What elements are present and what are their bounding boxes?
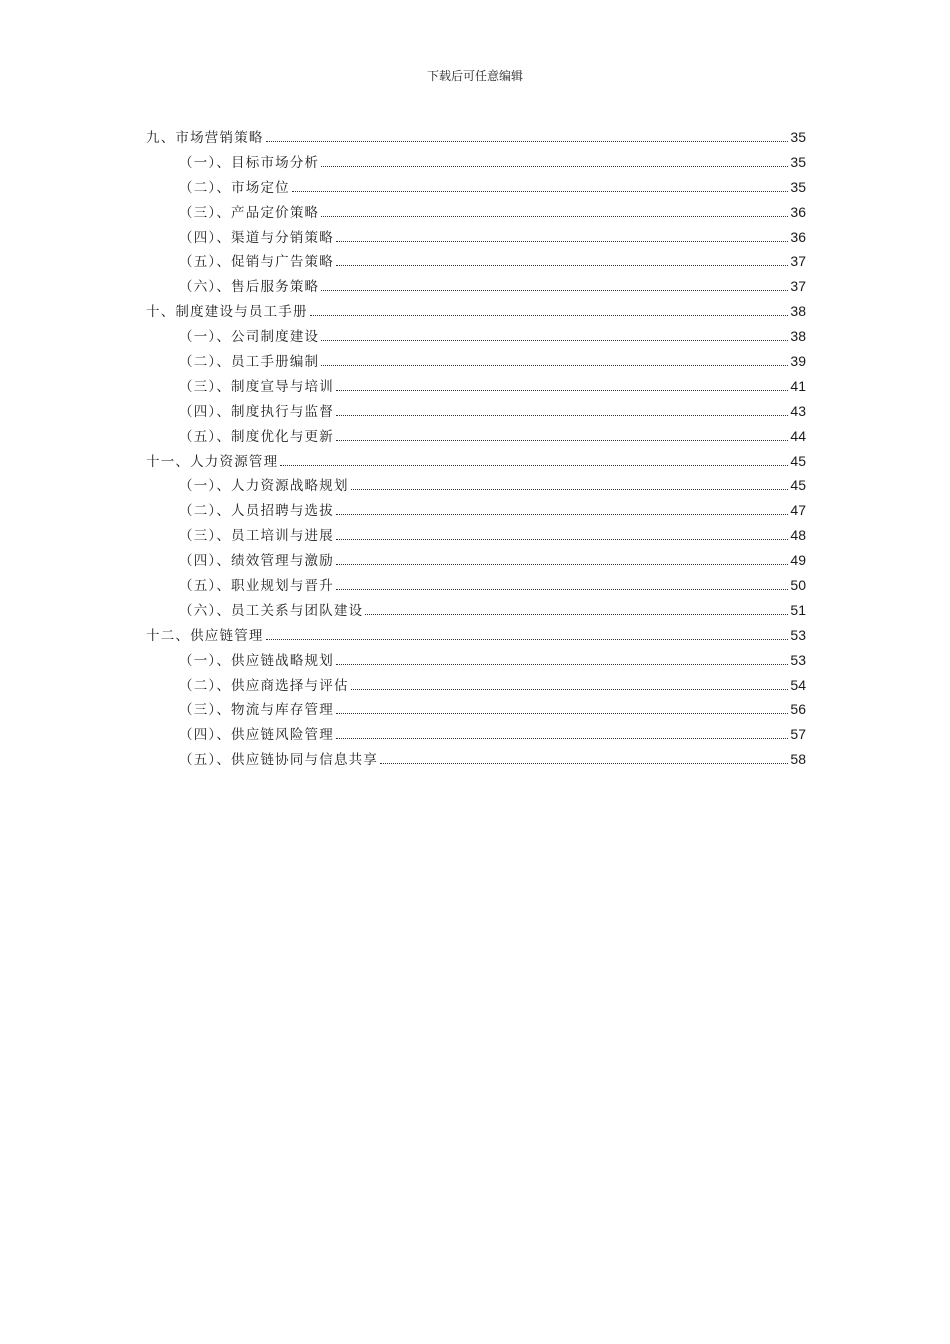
toc-page-number: 35	[790, 153, 806, 170]
toc-section-entry[interactable]	[146, 474, 806, 499]
toc-dot-leader	[336, 241, 788, 242]
toc-dot-leader	[365, 614, 788, 615]
toc-section-entry[interactable]	[146, 524, 806, 549]
toc-page-number: 45	[790, 452, 806, 469]
toc-page-number: 49	[790, 552, 806, 569]
toc-dot-leader	[266, 141, 789, 142]
toc-page-number: 53	[790, 626, 806, 643]
toc-entry-title: （六）、售后服务策略	[179, 279, 320, 296]
toc-chapter-entry[interactable]	[146, 300, 806, 325]
toc-dot-leader	[336, 440, 788, 441]
toc-section-entry[interactable]	[146, 400, 806, 425]
toc-entry-title: （一）、目标市场分析	[179, 154, 320, 171]
toc-dot-leader	[321, 166, 788, 167]
toc-dot-leader	[336, 564, 788, 565]
toc-entry-title: 十、制度建设与员工手册	[146, 304, 308, 321]
toc-dot-leader	[336, 539, 788, 540]
toc-section-entry[interactable]	[146, 226, 806, 251]
table-of-contents	[146, 126, 806, 773]
toc-entry-title: （二）、人员招聘与选拔	[179, 503, 334, 520]
toc-page-number: 47	[790, 502, 806, 519]
toc-page-number: 38	[790, 303, 806, 320]
toc-page-number: 35	[790, 178, 806, 195]
toc-entry-title: （四）、制度执行与监督	[179, 403, 334, 420]
toc-entry-title: （五）、供应链协同与信息共享	[179, 752, 379, 769]
toc-section-entry[interactable]	[146, 549, 806, 574]
toc-dot-leader	[336, 514, 788, 515]
toc-entry-title: （二）、市场定位	[179, 179, 290, 196]
toc-dot-leader	[380, 763, 788, 764]
toc-page-number: 38	[790, 328, 806, 345]
toc-page-number: 44	[790, 427, 806, 444]
toc-dot-leader	[336, 713, 788, 714]
toc-entry-title: （二）、员工手册编制	[179, 354, 320, 371]
toc-entry-title: （四）、渠道与分销策略	[179, 229, 334, 246]
toc-section-entry[interactable]	[146, 748, 806, 773]
toc-entry-title: 九、市场营销策略	[146, 130, 264, 146]
toc-section-entry[interactable]	[146, 176, 806, 201]
toc-entry-title: 十一、人力资源管理	[146, 453, 279, 470]
toc-page-number: 37	[790, 278, 806, 295]
toc-dot-leader	[310, 315, 789, 316]
toc-entry-title: （一）、人力资源战略规划	[179, 478, 349, 495]
toc-section-entry[interactable]	[146, 574, 806, 599]
toc-dot-leader	[321, 216, 788, 217]
toc-dot-leader	[336, 415, 788, 416]
toc-dot-leader	[321, 290, 788, 291]
toc-chapter-entry[interactable]	[146, 624, 806, 649]
toc-dot-leader	[336, 664, 788, 665]
toc-dot-leader	[321, 340, 788, 341]
toc-chapter-entry[interactable]	[146, 450, 806, 475]
toc-dot-leader	[336, 738, 788, 739]
toc-dot-leader	[351, 489, 789, 490]
toc-page-number: 51	[790, 601, 806, 618]
toc-entry-title: （四）、绩效管理与激励	[179, 553, 334, 570]
toc-entry-title: （五）、制度优化与更新	[179, 428, 334, 445]
toc-dot-leader	[266, 639, 789, 640]
toc-section-entry[interactable]	[146, 698, 806, 723]
toc-dot-leader	[280, 465, 788, 466]
toc-section-entry[interactable]	[146, 649, 806, 674]
toc-entry-title: （三）、产品定价策略	[179, 204, 320, 221]
toc-entry-title: （一）、供应链战略规划	[179, 652, 334, 669]
toc-page-number: 56	[790, 701, 806, 718]
toc-dot-leader	[336, 589, 788, 590]
toc-section-entry[interactable]	[146, 250, 806, 275]
toc-entry-title: （四）、供应链风险管理	[179, 727, 334, 744]
toc-entry-title: （六）、员工关系与团队建设	[179, 602, 364, 619]
toc-section-entry[interactable]	[146, 325, 806, 350]
toc-page-number: 48	[790, 527, 806, 544]
toc-page-number: 45	[790, 477, 806, 494]
toc-entry-title: （二）、供应商选择与评估	[179, 677, 349, 694]
toc-dot-leader	[336, 265, 788, 266]
toc-section-entry[interactable]	[146, 674, 806, 699]
page-header: 下载后可任意编辑	[426, 69, 523, 83]
toc-dot-leader	[351, 689, 789, 690]
toc-page-number: 53	[790, 651, 806, 668]
toc-section-entry[interactable]	[146, 723, 806, 748]
toc-section-entry[interactable]	[146, 275, 806, 300]
toc-page-number: 36	[790, 228, 806, 245]
toc-section-entry[interactable]	[146, 425, 806, 450]
toc-section-entry[interactable]	[146, 499, 806, 524]
toc-section-entry[interactable]	[146, 151, 806, 176]
toc-section-entry[interactable]	[146, 599, 806, 624]
toc-section-entry[interactable]	[146, 201, 806, 226]
toc-dot-leader	[292, 191, 789, 192]
toc-section-entry[interactable]	[146, 350, 806, 375]
toc-entry-title: （三）、物流与库存管理	[179, 702, 334, 719]
toc-chapter-entry[interactable]	[146, 126, 806, 151]
toc-page-number: 37	[790, 253, 806, 270]
toc-page-number: 58	[790, 751, 806, 768]
toc-entry-title: （三）、制度宣导与培训	[179, 378, 334, 395]
toc-section-entry[interactable]	[146, 375, 806, 400]
toc-dot-leader	[321, 365, 788, 366]
toc-page-number: 50	[790, 577, 806, 594]
toc-page-number: 43	[790, 402, 806, 419]
toc-page-number: 36	[790, 203, 806, 220]
toc-page-number: 57	[790, 726, 806, 743]
toc-page-number: 35	[790, 129, 806, 145]
toc-entry-title: （一）、公司制度建设	[179, 329, 320, 346]
toc-entry-title: 十二、供应链管理	[146, 627, 264, 644]
toc-entry-title: （三）、员工培训与进展	[179, 528, 334, 545]
toc-page-number: 41	[790, 377, 806, 394]
toc-dot-leader	[336, 390, 788, 391]
toc-entry-title: （五）、促销与广告策略	[179, 254, 334, 271]
toc-entry-title: （五）、职业规划与晋升	[179, 578, 334, 595]
toc-page-number: 54	[790, 676, 806, 693]
toc-page-number: 39	[790, 353, 806, 370]
